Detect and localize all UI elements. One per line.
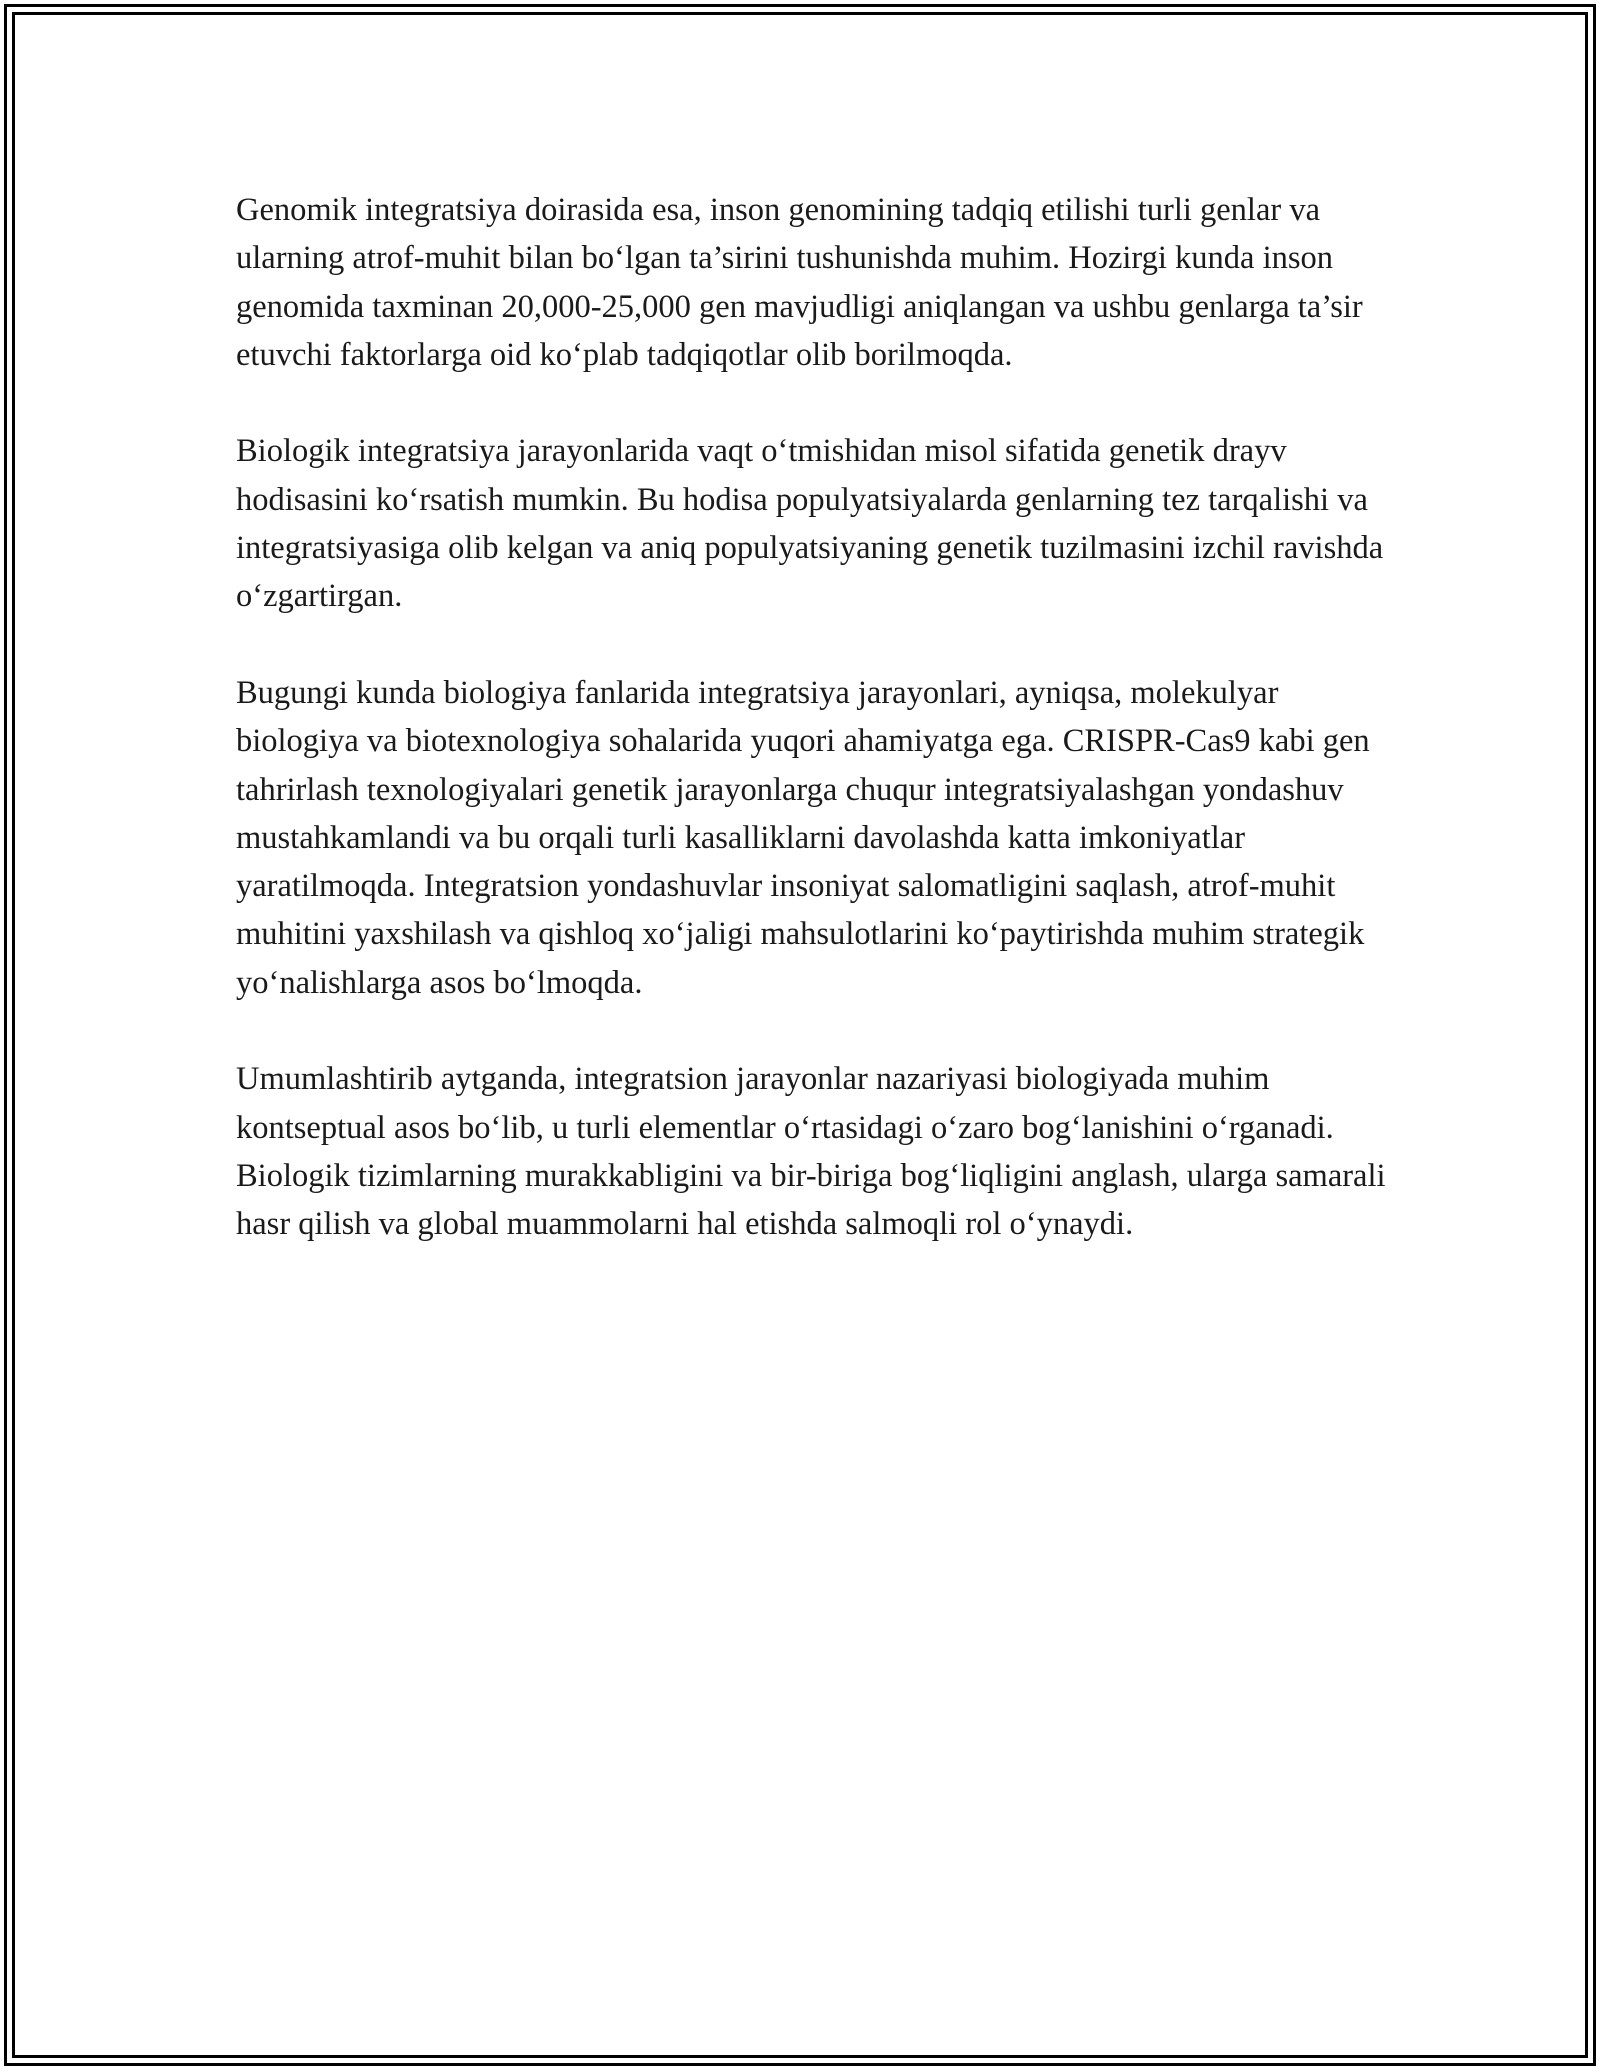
document-body xyxy=(236,186,1386,1297)
paragraph-crispr: Bugungi kunda biologiya fanlarida integratsiya jarayonlari, ayniqsa, molekulyar biologiya va biotexnologiya sohalarida yuqori ahamiyatga ega. CRISPR-Cas9 kabi gen tahrirlash texnologiyalari genetik jarayonlarga chuqur integratsiyalashgan yondashuv mustahkamlandi va bu orqali turli kasalliklarni davolashda katta imkoniyatlar yaratilmoqda. Integratsion yondashuvlar insoniyat salomatligini saqlash, atrof-muhit muhitini yaxshilash va qishloq xo‘jaligi mahsulotlarini ko‘paytirishda muhim strategik yo‘nalishlarga asos bo‘lmoqda. xyxy=(236,674,1370,1001)
paragraph-gene-drive: Biologik integratsiya jarayonlarida vaqt o‘tmishidan misol sifatida genetik drayv hodisasini ko‘rsatish mumkin. Bu hodisa populyatsiyalarda genlarning tez tarqalishi va integratsiyasiga olib kelgan va aniq populyatsiyaning genetik tuzilmasini izchil ravishda o‘zgartirgan. xyxy=(236,433,1384,615)
paragraph-genomic-integration: Genomik integratsiya doirasida esa, inson genomining tadqiq etilishi turli genlar va ularning atrof-muhit bilan bo‘lgan ta’sirini tushunishda muhim. Hozirgi kunda inson genomida taxminan 20,000-25,000 gen mavjudligi aniqlangan va ushbu genlarga ta’sir etuvchi faktorlarga oid ko‘plab tadqiqotlar olib borilmoqda. xyxy=(236,192,1363,373)
paragraph-conclusion: Umumlashtirib aytganda, integratsion jarayonlar nazariyasi biologiyada muhim kontseptual asos bo‘lib, u turli elementlar o‘rtasidagi o‘zaro bog‘lanishini o‘rganadi. Biologik tizimlarning murakkabligini va bir-biriga bog‘liqligini anglash, ularga samarali hasr qilish va global muammolarni hal etishda salmoqli rol o‘ynaydi. xyxy=(236,1061,1386,1243)
